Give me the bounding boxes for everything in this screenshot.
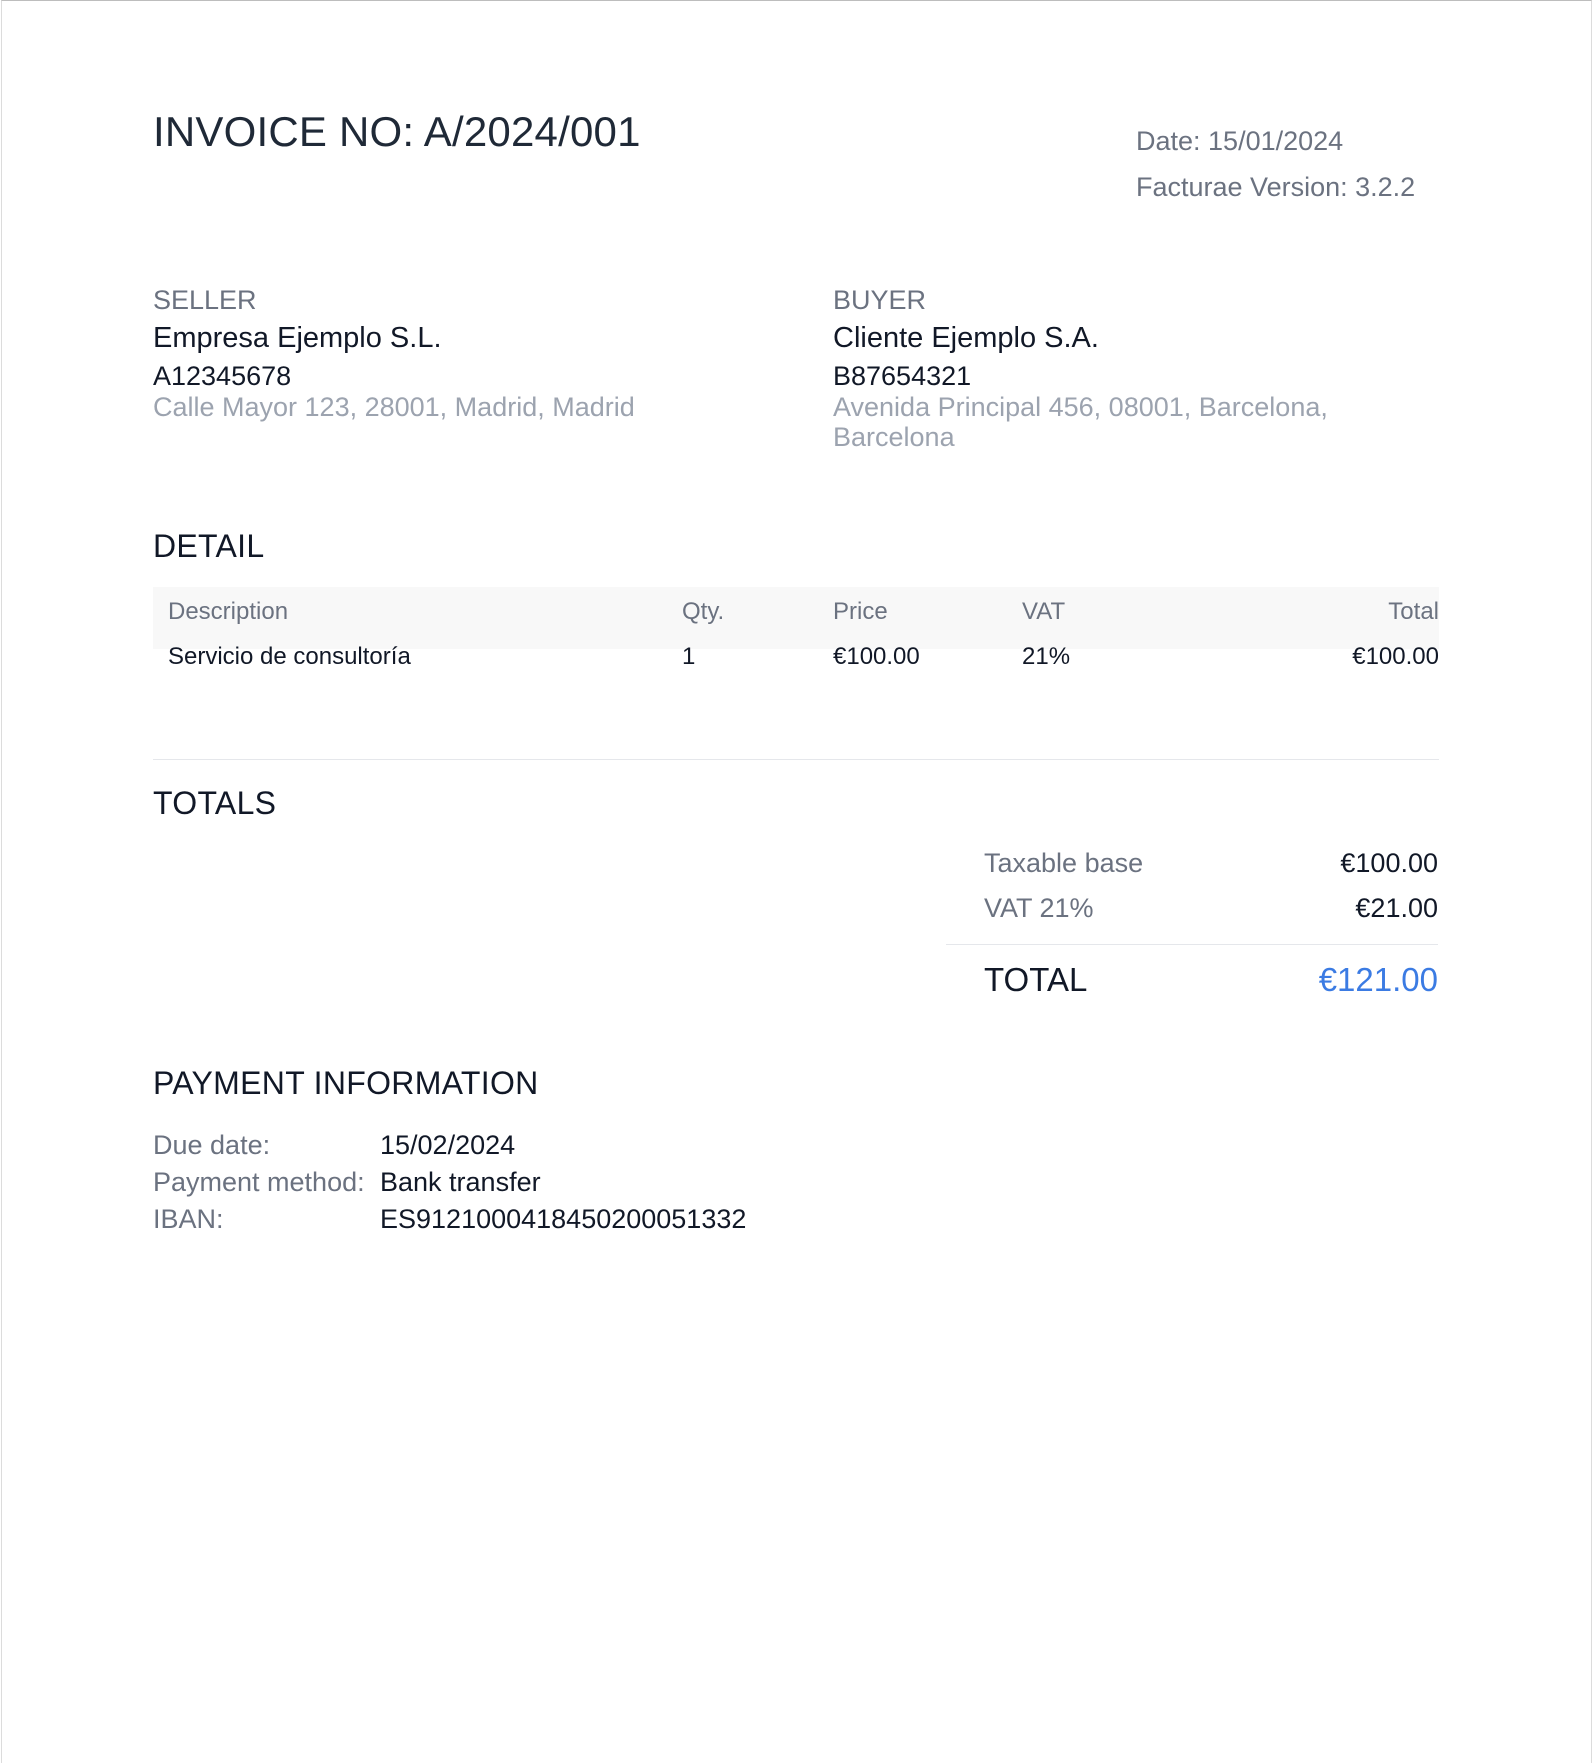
taxable-base-label: Taxable base [984,848,1144,878]
iban-value: ES9121000418450200051332 [380,1204,747,1234]
seller-address: Calle Mayor 123, 28001, Madrid, Madrid [153,392,635,422]
invoice-meta [1136,126,1415,218]
payment-method-value: Bank transfer [380,1167,541,1197]
line-price: €100.00 [833,643,920,670]
grand-total-row [946,961,1438,1021]
seller-label: SELLER [153,285,257,315]
invoice-date: Date: 15/01/2024 [1136,126,1344,156]
grand-total-label: TOTAL [984,961,1088,998]
detail-heading: DETAIL [153,528,265,564]
taxable-base-row [946,848,1438,893]
line-description: Servicio de consultoría [168,643,411,670]
invoice-title: INVOICE NO: A/2024/001 [153,108,641,155]
line-total: €100.00 [1352,643,1439,670]
column-header-total: Total [1388,598,1439,625]
seller-block [153,284,713,422]
column-header-vat: VAT [1022,598,1066,625]
column-header-price: Price [833,598,888,625]
vat-label: VAT 21% [984,893,1094,923]
column-header-description: Description [168,598,289,625]
totals-heading: TOTALS [153,785,277,821]
line-qty: 1 [682,643,696,670]
seller-tax-id: A12345678 [153,361,292,391]
buyer-block [833,284,1393,452]
seller-name: Empresa Ejemplo S.L. [153,322,442,354]
facturae-version: Facturae Version: 3.2.2 [1136,172,1416,202]
buyer-address: Avenida Principal 456, 08001, Barcelona, Barcelona [833,392,1328,452]
buyer-tax-id: B87654321 [833,361,972,391]
buyer-name: Cliente Ejemplo S.A. [833,322,1099,354]
vat-value: €21.00 [1355,893,1438,923]
column-header-qty: Qty. [682,598,725,625]
payment-method-label: Payment method: [153,1167,365,1197]
line-vat: 21% [1022,643,1071,670]
payment-heading: PAYMENT INFORMATION [153,1065,539,1101]
taxable-base-value: €100.00 [1340,848,1438,878]
grand-total-value: €121.00 [1318,961,1438,998]
totals-summary [946,848,1438,1021]
buyer-label: BUYER [833,285,927,315]
detail-table [153,587,1439,760]
totals-divider [946,944,1438,945]
due-date-label: Due date: [153,1130,271,1160]
due-date-value: 15/02/2024 [380,1130,516,1160]
vat-row [946,893,1438,938]
table-row [153,637,1439,760]
iban-label: IBAN: [153,1204,224,1234]
